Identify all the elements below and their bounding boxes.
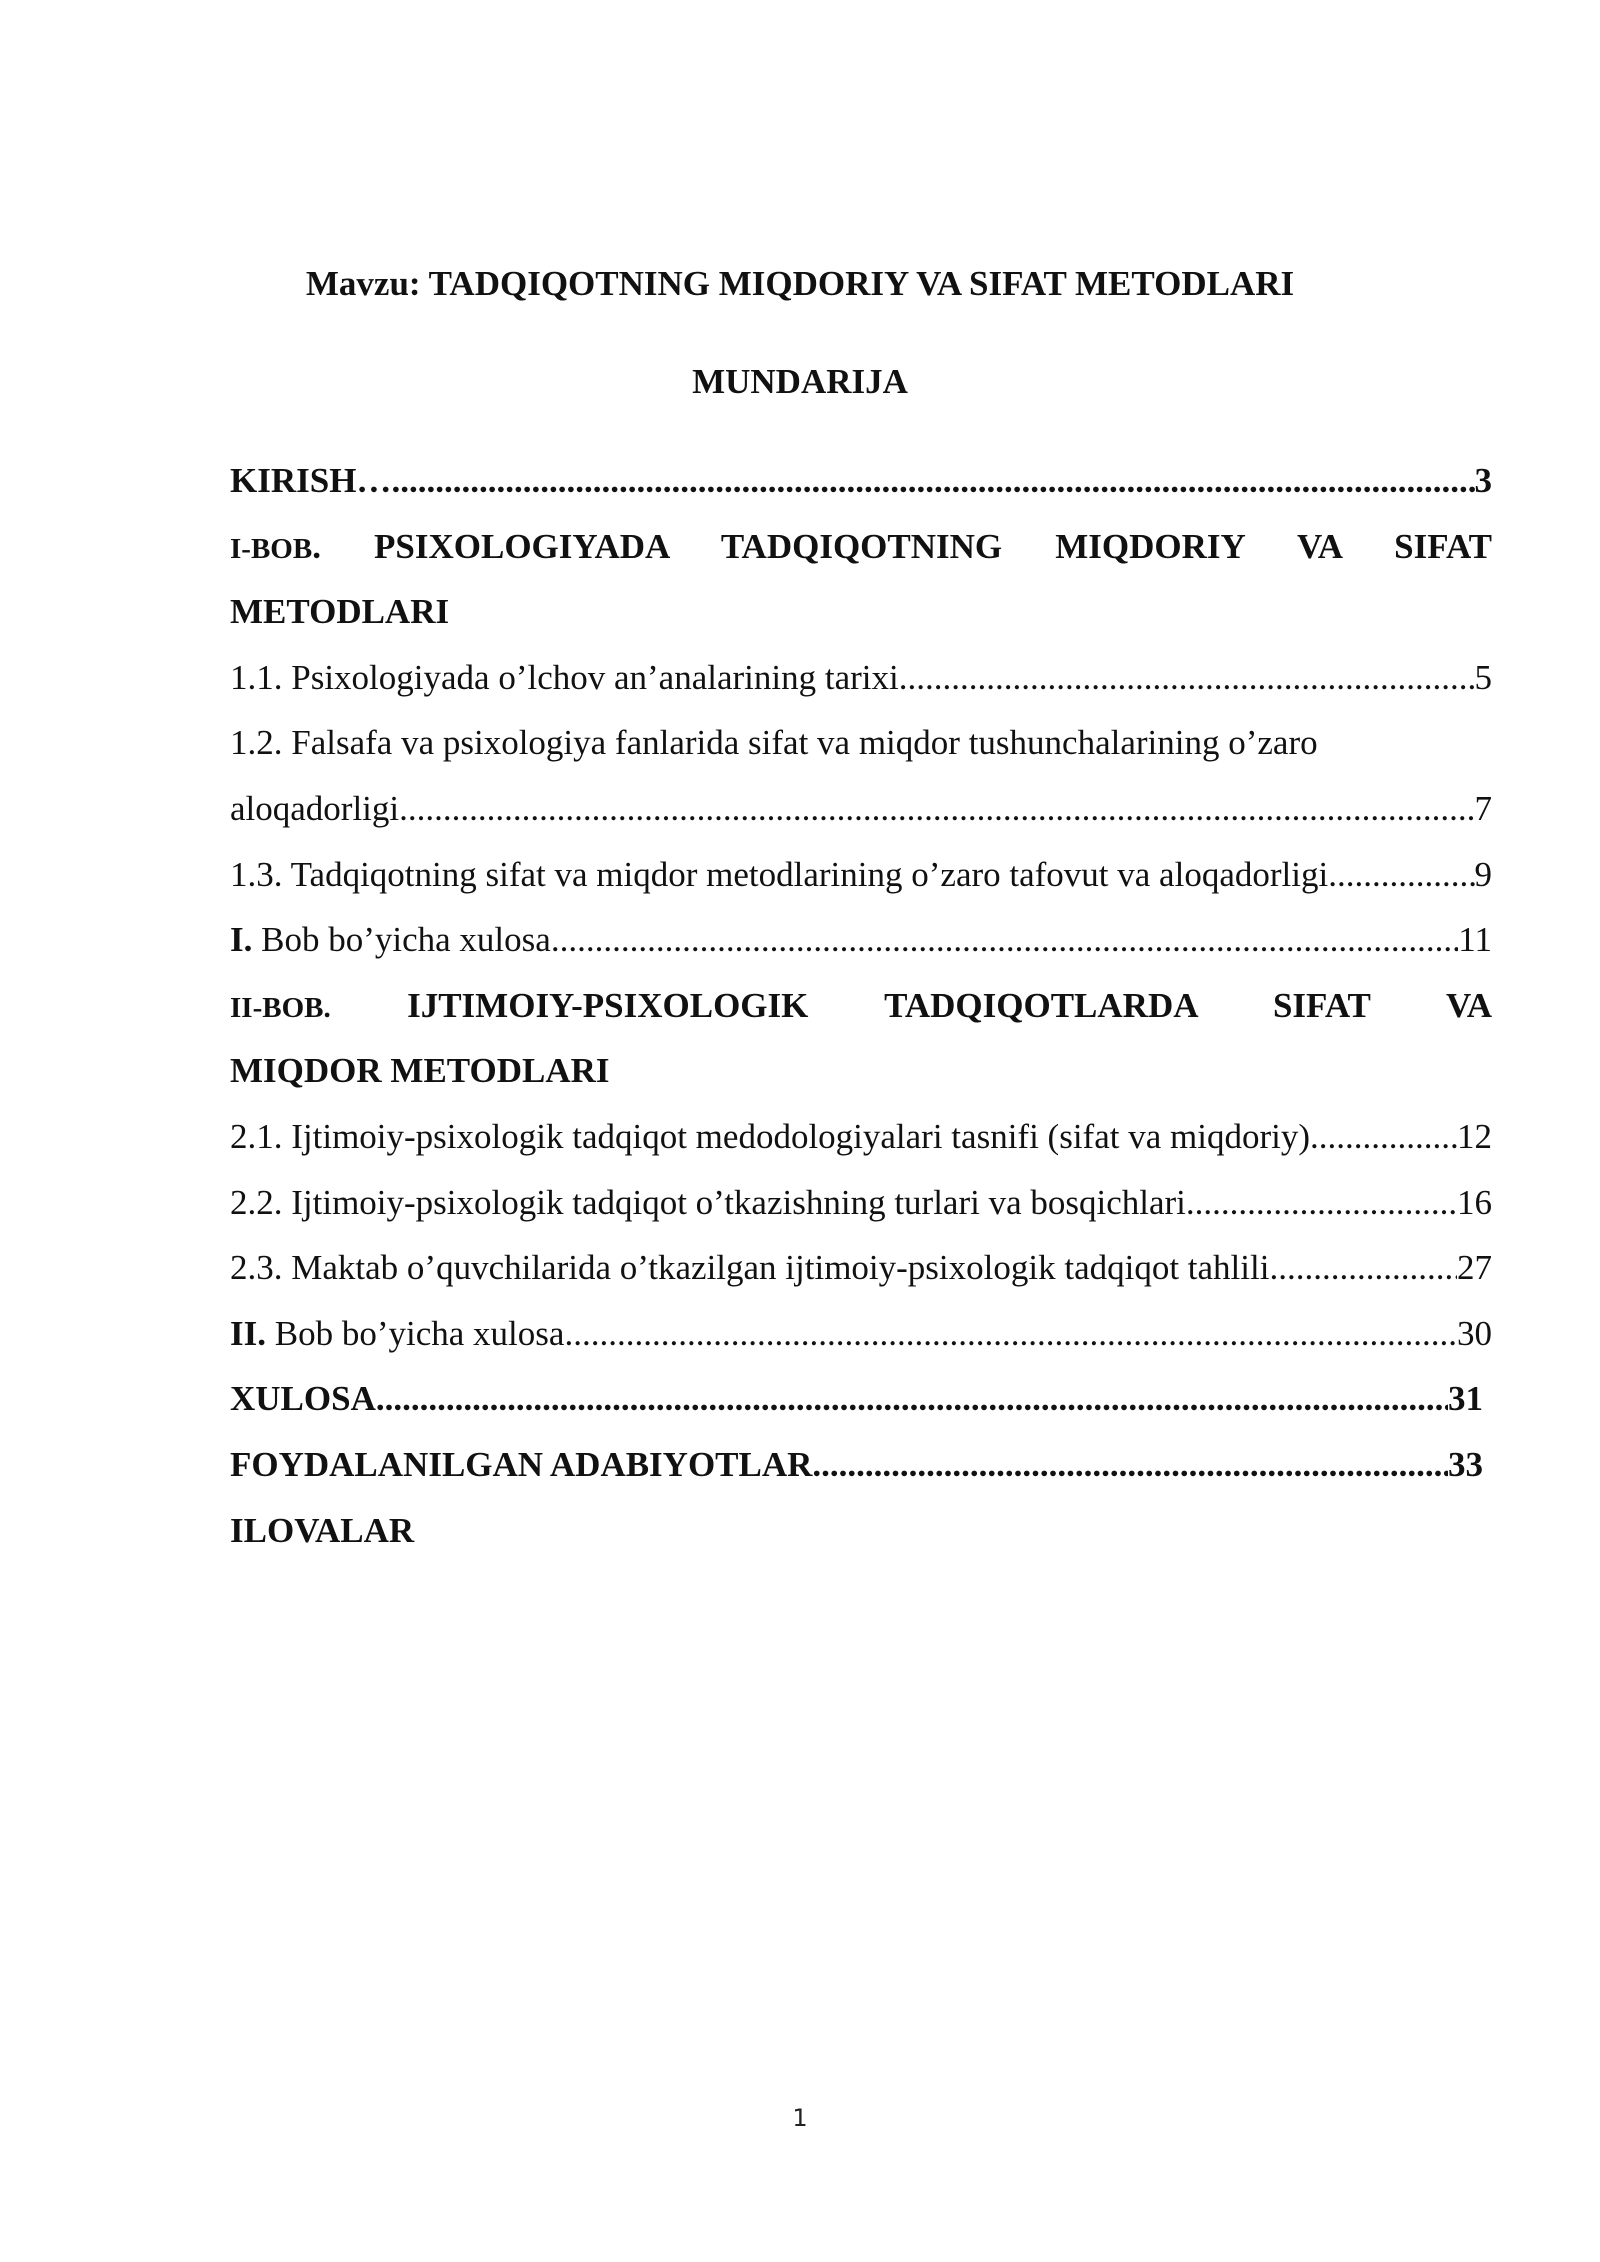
dot-leader — [812, 1432, 1448, 1498]
toc-entry-page: 11 — [1458, 920, 1492, 960]
chapter-word: SIFAT — [1394, 526, 1493, 566]
toc-entry-page: 27 — [1457, 1248, 1492, 1288]
toc-entry-page: 16 — [1457, 1182, 1492, 1222]
toc-entry-title: FOYDALANILGAN ADABIYOTLAR — [230, 1444, 813, 1484]
page-number: 1 — [792, 2104, 808, 2132]
toc-entry-title: Bob bo’yicha xulosa — [252, 920, 551, 960]
toc-entry-title: 2.1. Ijtimoiy-psixologik tadqiqot medodologiyalari tasnifi (sifat va miqdoriy) — [230, 1116, 1310, 1156]
toc-entry-chapter-1-summary[interactable] — [230, 907, 1492, 973]
dot-leader — [1186, 1170, 1457, 1236]
toc-chapter-2-line-1[interactable] — [230, 973, 1492, 1039]
chapter-label: II-BOB. — [230, 991, 331, 1024]
summary-number: II. — [230, 1313, 266, 1353]
toc-entry-page: 9 — [1474, 854, 1492, 894]
dot-leader — [1269, 1235, 1457, 1301]
toc-entry-xulosa[interactable] — [230, 1366, 1483, 1432]
toc-entry-adabiyotlar[interactable] — [230, 1432, 1483, 1498]
toc-chapter-1-line-2: METODLARI — [230, 592, 450, 632]
chapter-word: TADQIQOTNING — [720, 526, 1003, 566]
toc-entry-title: aloqadorligi — [230, 788, 400, 828]
chapter-word: MIQDORIY — [1055, 526, 1245, 566]
chapter-word: PSIXOLOGIYADA — [374, 526, 669, 566]
chapter-word: IJTIMOIY-PSIXOLOGIK — [407, 985, 809, 1025]
toc-entry-title: 1.1. Psixologiyada o’lchov an’analarining tarixi — [230, 657, 899, 697]
dot-leader — [551, 907, 1458, 973]
toc-entry-2-1[interactable] — [230, 1104, 1492, 1170]
toc-entry-1-2-line-1[interactable]: 1.2. Falsafa va psixologiya fanlarida sifat va miqdor tushunchalarining o’zaro — [230, 723, 1318, 763]
toc-chapter-2-line-2: MIQDOR METODLARI — [230, 1051, 610, 1091]
dot-leader — [1328, 842, 1474, 908]
dot-leader — [899, 645, 1475, 711]
toc-entry-page: 12 — [1457, 1116, 1492, 1156]
dot-leader — [376, 1366, 1448, 1432]
chapter-word: VA — [1445, 985, 1492, 1025]
toc-entry-1-1[interactable] — [230, 645, 1492, 711]
toc-entry-ilovalar[interactable] — [230, 1498, 1492, 1564]
toc-entry-chapter-2-summary[interactable] — [230, 1301, 1492, 1367]
document-topic: Mavzu: TADQIQOTNING MIQDORIY VA SIFAT METODLARI — [305, 264, 1295, 303]
dot-leader — [391, 448, 1474, 514]
dot-leader — [564, 1301, 1457, 1367]
table-of-contents — [230, 448, 1492, 1563]
toc-entry-title: Bob bo’yicha xulosa — [266, 1313, 565, 1353]
dot-leader — [399, 776, 1474, 842]
chapter-label: I-BOB. — [230, 526, 321, 566]
toc-entry-page: 7 — [1474, 788, 1492, 828]
toc-entry-page: 30 — [1457, 1313, 1492, 1353]
chapter-word: SIFAT — [1272, 985, 1371, 1025]
dot-leader — [1310, 1104, 1457, 1170]
toc-entry-page: 33 — [1448, 1444, 1483, 1484]
toc-entry-title: KIRISH… — [230, 461, 392, 500]
chapter-word: TADQIQOTLARDA — [884, 985, 1197, 1025]
toc-entry-title: XULOSA — [230, 1379, 376, 1419]
toc-entry-title: 1.3. Tadqiqotning sifat va miqdor metodlarining o’zaro tafovut va aloqadorligi — [230, 854, 1329, 894]
summary-number: I. — [230, 920, 253, 960]
toc-entry-title: 2.2. Ijtimoiy-psixologik tadqiqot o’tkazishning turlari va bosqichlari — [230, 1182, 1186, 1222]
toc-heading: MUNDARIJA — [692, 362, 908, 401]
chapter-word: VA — [1296, 526, 1342, 566]
toc-entry-title: 2.3. Maktab o’quvchilarida o’tkazilgan ijtimoiy-psixologik tadqiqot tahlili — [230, 1248, 1270, 1288]
toc-entry-2-3[interactable] — [230, 1235, 1492, 1301]
toc-entry-page: 5 — [1474, 657, 1492, 697]
toc-entry-page: 31 — [1448, 1379, 1483, 1419]
toc-entry-1-2-line-2[interactable] — [230, 776, 1492, 842]
toc-entry-title: ILOVALAR — [230, 1510, 415, 1550]
toc-entry-2-2[interactable] — [230, 1170, 1492, 1236]
toc-entry-kirish[interactable] — [230, 448, 1492, 514]
toc-entry-page: 3 — [1474, 461, 1492, 500]
toc-entry-1-3[interactable] — [230, 842, 1492, 908]
toc-chapter-1-line-1[interactable] — [230, 514, 1492, 580]
